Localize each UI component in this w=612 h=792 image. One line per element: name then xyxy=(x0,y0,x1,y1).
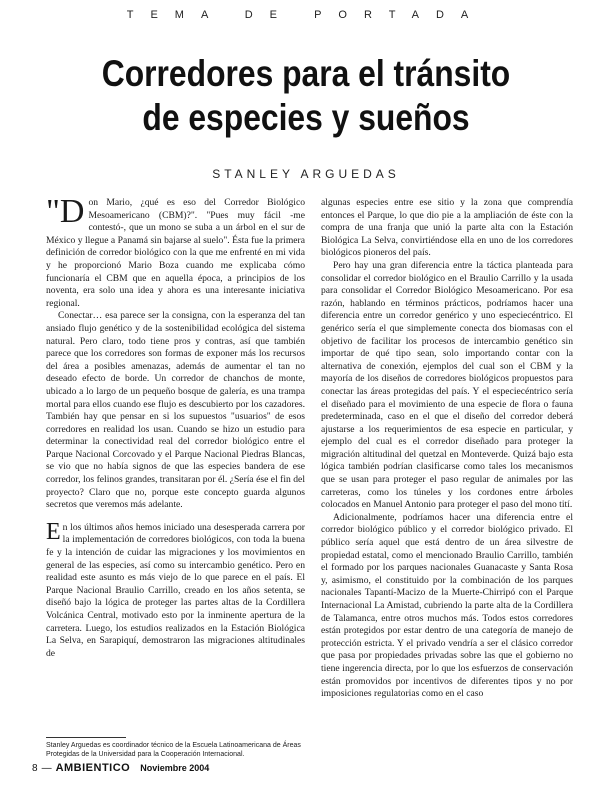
title-line-2: de especies y sueños xyxy=(142,97,470,138)
paragraph: "Don Mario, ¿qué es eso del Corredor Biológico Mesoamericano (CBM)?". "Pues muy fácil -me contestó-, que un mono se suba a un árbol en el sur de México y llegue a Panamá sin bajarse al suelo". Ésta fue la primera definición de corredor biológico con la que me enfrenté en mi vida y he proporcionó Mario Boza cuando me explicaba cómo funcionaría el CBM que en aquella época, a principios de los noventa, era solo una idea y ahora es una interesante iniciativa regional. xyxy=(46,197,305,309)
paragraph: En los últimos años hemos iniciado una desesperada carrera por la implementación de corredores biológicos, con toda la buena fe y la intención de cuidar las migraciones y los movimientos en general de las especies, así como su intercambio genético. Pero en realidad este asunto es más viejo de lo que parece en el país. El Parque Nacional Braulio Carrillo, creado en los años setenta, se diseñó bajo la lógica de proteger las partes altas de la Cordillera Volcánica Central, motivado esto por la inminente apertura de la carretera. Luego, los estudios realizados en la Estación Biológica La Selva, en Sarapiquí, demostraron las migraciones altitudinales de xyxy=(46,518,305,659)
column-left xyxy=(46,197,305,717)
footnote-divider xyxy=(46,737,126,738)
author-byline: STANLEY ARGUEDAS xyxy=(212,167,400,181)
paragraph: Adicionalmente, podríamos hacer una diferencia entre el corredor biológico público y el corredor biológico privado. El público sería aquel que está dentro de un área silvestre de propiedad estatal, como el mencionado Braulio Carrillo, también el formado por los parques nacionales Guanacaste y Santa Rosa y, asimismo, el constituido por la combinación de los parques nacionales Tapantí-Macizo de la Muerte-Chirripó con el Parque Internacional La Amistad, cubriendo la parte alta de la Cordillera de Talamanca, entre otros muchos más. Todos estos corredores están protegidos por estar dentro de una categoría de manejo de protección estricta. Y el privado vendría a ser el clásico corredor que pasa por propiedades privadas sobre las que el gobierno no tiene ingerencia directa, por lo que los esfuerzos de conservación están promovidos por incentivos de diferentes tipos y no por imposiciones regulatorias como en el caso xyxy=(321,511,573,700)
magazine-name: AMBIENTICO xyxy=(55,762,131,774)
footer-dash: — xyxy=(41,762,52,774)
author-footnote: Stanley Arguedas es coordinador técnico de la Escuela Latinoamericana de Áreas Protegidas de la Universidad para la Cooperación Internacional. xyxy=(46,742,301,758)
drop-cap: "D xyxy=(46,197,85,230)
paragraph: Conectar… esa parece ser la consigna, con la esperanza del tan ansiado flujo genético y de la sostenibilidad ecológica del sistema natural. Pero claro, todo tiene pros y contras, así que también parece que los corredores son formas de exponer más los recursos del área a posibles amenazas, además de aumentar el tan no deseado efecto de borde. Un corredor de chanchos de monte, ubicado a lo largo de un pequeño bosque de galería, es una trampa mortal para ellos cuando ese flujo es descubierto por los cazadores. También hay que pensar en si los supuestos "usuarios" de esos corredores en realidad los usan. Cuando se hizo un estudio para determinar la conectividad real del corredor biológico entre el Parque Nacional Corcovado y el Parque Nacional Piedras Blancas, se vio que no había signos de que las especies bandera de ese corredor, los felinos grandes, transitaran por él. ¿Sería ése el fin del proyecto? Claro que no, porque este concepto guarda algunos secretos que veremos más adelante. xyxy=(46,310,305,511)
column-right xyxy=(321,197,573,745)
paragraph: Pero hay una gran diferencia entre la táctica planteada para consolidar el corredor biológico en el Braulio Carrillo y la usada para consolidar el Corredor Biológico Mesoamericano. Por esa razón, hablando en términos prácticos, podríamos hacer una diferencia entre un corredor genérico y uno especiecéntrico. El genérico sería el que simplemente conecta dos biomasas con el objetivo de facilitar los procesos de intercambio genético sin importar de qué tipo sean, solo importando contar con la alternativa de conexión, ejemplos del cual son el CBM y la mayoría de los diseños de corredores biológicos propuestos para conectar las áreas protegidas del país. Y el especiecéntrico sería el diseñado para el movimiento de una especie de flora o fauna predeterminada, caso en el que el diseño del corredor deberá ajustarse a los requerimientos de esa especie en particular, y ejemplo del cual es el corredor diseñado para proteger la migración altitudinal del quetzal en Monteverde. Quizá bajo esta lógica también podrían clasificarse como tales los mecanismos que se usan para proteger el paso regular de animales por las carreteras, como los túneles y los cordones entre árboles colocados en Manuel Antonio para proteger el paso del mono tití. xyxy=(321,259,573,511)
drop-cap: E xyxy=(46,518,61,545)
paragraph: algunas especies entre ese sitio y la zona que comprendía entonces el Parque, lo que dio pie a la ampliación de éste con la compra de una franja que unió la parte alta con la Estación Biológica La Selva, convirtiéndose ella en uno de los corredores biológicos pioneros del país. xyxy=(321,197,573,259)
page-number: 8 xyxy=(32,762,38,774)
title-line-1: Corredores para el tránsito xyxy=(101,53,511,94)
page-footer xyxy=(32,762,209,774)
issue-date: Noviembre 2004 xyxy=(140,763,210,773)
section-header: TEMA DE PORTADA xyxy=(126,9,486,21)
article-title xyxy=(43,52,569,140)
